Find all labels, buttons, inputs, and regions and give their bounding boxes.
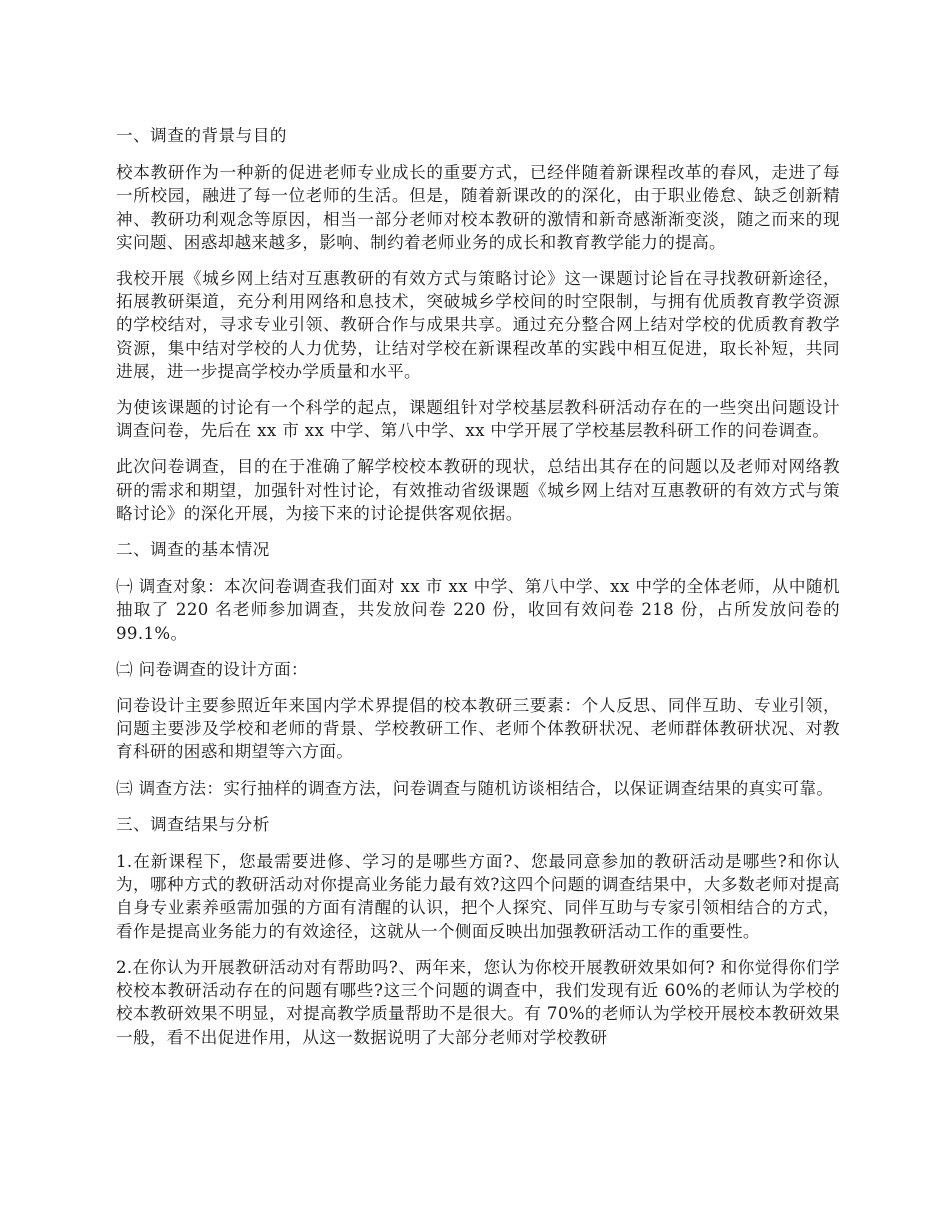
paragraph-questionnaire-design: 问卷设计主要参照近年来国内学术界提倡的校本教研三要素：个人反思、同伴互助、专业引领，问题主要涉及学校和老师的背景、学校教研工作、老师个体教研状况、老师群体教研状况、对教育科研的困惑和期望等六方面。	[116, 696, 840, 762]
paragraph-survey-purpose: 此次问卷调查，目的在于准确了解学校校本教研的现状，总结出其存在的问题以及老师对网络教研的需求和期望，加强针对性讨论，有效推动省级课题《城乡网上结对互惠教研的有效方式与策略讨论》的深化开展，为接下来的讨论提供客观依据。	[116, 457, 840, 523]
section-heading-background: 一、调查的背景与目的	[116, 126, 287, 145]
paragraph-result-1: 1.在新课程下，您最需要进修、学习的是哪些方面?、您最同意参加的教研活动是哪些?和你认为，哪种方式的教研活动对你提高业务能力最有效?这四个问题的调查结果中，大多数老师对提高自身专业素养亟需加强的方面有清醒的认识，把个人探究、同伴互助与专家引领相结合的方式，看作是提高业务能力的有效途径，这就从一个侧面反映出加强教研活动工作的重要性。	[116, 852, 840, 941]
paragraph-survey-method: ㈢ 调查方法：实行抽样的调查方法，问卷调查与随机访谈相结合，以保证调查结果的真实可靠。	[116, 778, 834, 798]
document-page	[116, 124, 840, 1062]
paragraph-survey-subjects: ㈠ 调查对象：本次问卷调查我们面对 xx 市 xx 中学、第八中学、xx 中学的全体老师，从中随机抽取了 220 名老师参加调查，共发放问卷 220 份，收回有效问卷 218 份，占所发放问卷的 99.1%。	[116, 577, 840, 643]
paragraph-intro: 校本教研作为一种新的促进老师专业成长的重要方式，已经伴随着新课程改革的春风，走进了每一所校园，融进了每一位老师的生活。但是，随着新课改的的深化，由于职业倦怠、缺乏创新精神、教研功利观念等原因，相当一部分老师对校本教研的激情和新奇感渐渐变淡，随之而来的现实问题、困惑却越来越多，影响、制约着老师业务的成长和教育教学能力的提高。	[116, 163, 840, 252]
paragraph-questionnaire-design-title: ㈡ 问卷调查的设计方面：	[116, 659, 309, 679]
section-heading-results: 三、调查结果与分析	[116, 814, 270, 834]
paragraph-result-2: 2.在你认为开展教研活动对有帮助吗?、两年来，您认为你校开展教研效果如何? 和你觉得你们学校校本教研活动存在的问题有哪些?这三个问题的调查中，我们发现有近 60%的老师认为学校的校本教研效果不明显，对提高教学质量帮助不是很大。有 70%的老师认为学校开展校本教研效果一般，看不出促进作用，从这一数据说明了大部分老师对学校教研	[116, 957, 840, 1047]
paragraph-survey-start: 为使该课题的讨论有一个科学的起点，课题组针对学校基层教科研活动存在的一些突出问题设计调查问卷，先后在 xx 市 xx 中学、第八中学、xx 中学开展了学校基层教科研工作的问卷调查。	[116, 398, 840, 441]
paragraph-project: 我校开展《城乡网上结对互惠教研的有效方式与策略讨论》这一课题讨论旨在寻找教研新途径，拓展教研渠道，充分利用网络和息技术，突破城乡学校间的时空限制，与拥有优质教育教学资源的学校结对，寻求专业引领、教研合作与成果共享。通过充分整合网上结对学校的优质教育教学资源，集中结对学校的人力优势，让结对学校在新课程改革的实践中相互促进，取长补短，共同进展，进一步提高学校办学质量和水平。	[116, 269, 840, 381]
section-heading-basic-info: 二、调查的基本情况	[116, 540, 270, 560]
